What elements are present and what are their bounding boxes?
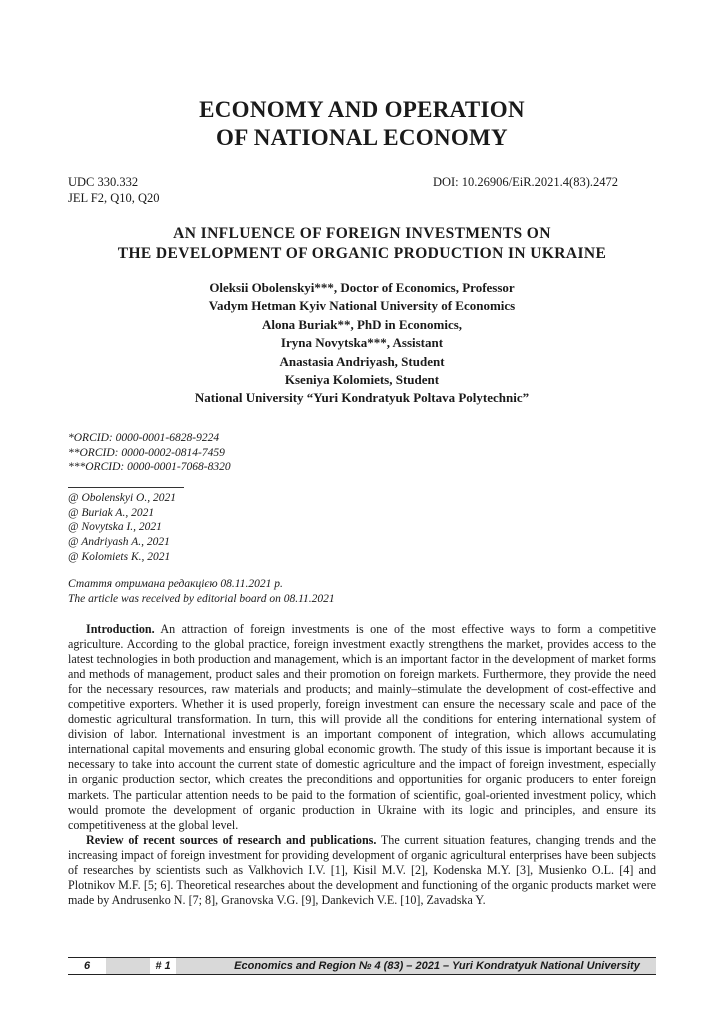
copyright-list xyxy=(68,491,176,565)
orcid-entry: ***ORCID: 0000-0001-7068-8320 xyxy=(68,461,231,473)
introduction-text: An attraction of foreign investments is one of the most effective ways to form a competitive agriculture. According to the global practice, foreign investment exactly strengthens the market, provides access to the latest technologies in both production and management, which is an important factor in the development of market forms and methods of management, product sales and their promotion on foreign markets. Furthermore, they provide the need for the necessary resources, raw materials and products; and mainly–stimulate the development of cost-effective and competitive exporters. Whether it is used properly, foreign investment can ensure the necessary scale and pace of the domestic agricultural transformation. In turn, this will provide all the conditions for entering international system of division of labor. International investment is an important component of integration, which allows accumulating international capital movements and ensuring global economic growth. The study of this issue is important because it is necessary to take into account the current state of domestic agriculture and the impact of foreign investment, especially in organic production sector, which creates the preconditions and opportunities for organic producers to enter foreign markets. The particular attention needs to be paid to the formation of scientific, goal-oriented investment policy, which would promote the development of organic production in Ukraine with its logic and principles, and ensure its competitiveness at the global level. xyxy=(68,622,656,832)
review-paragraph xyxy=(68,833,656,908)
copyright-entry: @ Buriak A., 2021 xyxy=(68,506,155,519)
udc-code: UDC 330.332 xyxy=(68,175,139,189)
footnote-separator xyxy=(68,487,184,488)
page-number: 6 xyxy=(68,958,106,974)
author-line: Iryna Novytska***, Assistant xyxy=(280,335,444,351)
introduction-paragraph xyxy=(68,622,656,833)
author-line: Alona Buriak**, PhD in Economics, xyxy=(261,316,463,332)
orcid-list xyxy=(68,431,231,475)
introduction-heading: Introduction. xyxy=(86,622,155,636)
received-note-english: The article was received by editorial board on 08.11.2021 xyxy=(68,592,335,605)
author-block xyxy=(0,279,724,408)
page-footer xyxy=(68,957,656,975)
jel-code: JEL F2, Q10, Q20 xyxy=(68,191,160,205)
article-title-line-2: THE DEVELOPMENT OF ORGANIC PRODUCTION IN UKRAINE xyxy=(117,245,607,262)
article-title xyxy=(0,224,724,264)
issue-number: # 1 xyxy=(150,958,176,974)
doi: DOI: 10.26906/EiR.2021.4(83).2472 xyxy=(432,175,618,189)
journal-name: Economics and Region № 4 (83) – 2021 – Yuri Kondratyuk National University xyxy=(222,958,656,974)
author-line: Vadym Hetman Kyiv National University of Economics xyxy=(208,298,516,314)
section-title-line-1: ECONOMY AND OPERATION xyxy=(199,97,525,122)
footer-gray-block xyxy=(176,958,222,974)
copyright-entry: @ Kolomiets K., 2021 xyxy=(68,550,171,563)
copyright-entry: @ Novytska I., 2021 xyxy=(68,521,162,534)
author-line: National University “Yuri Kondratyuk Poltava Polytechnic” xyxy=(194,390,530,406)
received-note-ukrainian: Стаття отримана редакцією 08.11.2021 р. xyxy=(68,578,283,590)
orcid-entry: **ORCID: 0000-0002-0814-7459 xyxy=(68,446,225,459)
author-line: Kseniya Kolomiets, Student xyxy=(284,372,440,388)
article-title-line-1: AN INFLUENCE OF FOREIGN INVESTMENTS ON xyxy=(173,225,551,242)
classification-codes xyxy=(68,174,160,206)
article-body xyxy=(68,622,656,908)
section-title-line-2: OF NATIONAL ECONOMY xyxy=(216,125,508,150)
author-line: Anastasia Andriyash, Student xyxy=(279,353,445,369)
review-text: The current situation features, changing trends and the increasing impact of foreign investment for providing development of organic agricultural enterprises have been subjects of researches by scientists such as Valkhovich I.V. [1], Kisil M.V. [2], Kodenska M.Y. [3], Musienko O.L. [4] and Plotnikov M.F. [5; 6]. Theoretical researches about the development and functioning of the organic products market were made by Andrusenko N. [7; 8], Granovska V.G. [9], Dankevich V.E. [10], Zavadska Y. xyxy=(68,832,656,907)
review-heading: Review of recent sources of research and publications. xyxy=(86,832,377,847)
copyright-entry: @ Andriyash A., 2021 xyxy=(68,536,170,549)
orcid-entry: *ORCID: 0000-0001-6828-9224 xyxy=(68,432,220,444)
footer-gray-block xyxy=(106,958,150,974)
received-note xyxy=(68,577,335,607)
author-line: Oleksii Obolenskyi***, Doctor of Economics, Professor xyxy=(209,280,515,295)
section-title xyxy=(0,96,724,152)
copyright-entry: @ Obolenskyi O., 2021 xyxy=(68,492,176,504)
